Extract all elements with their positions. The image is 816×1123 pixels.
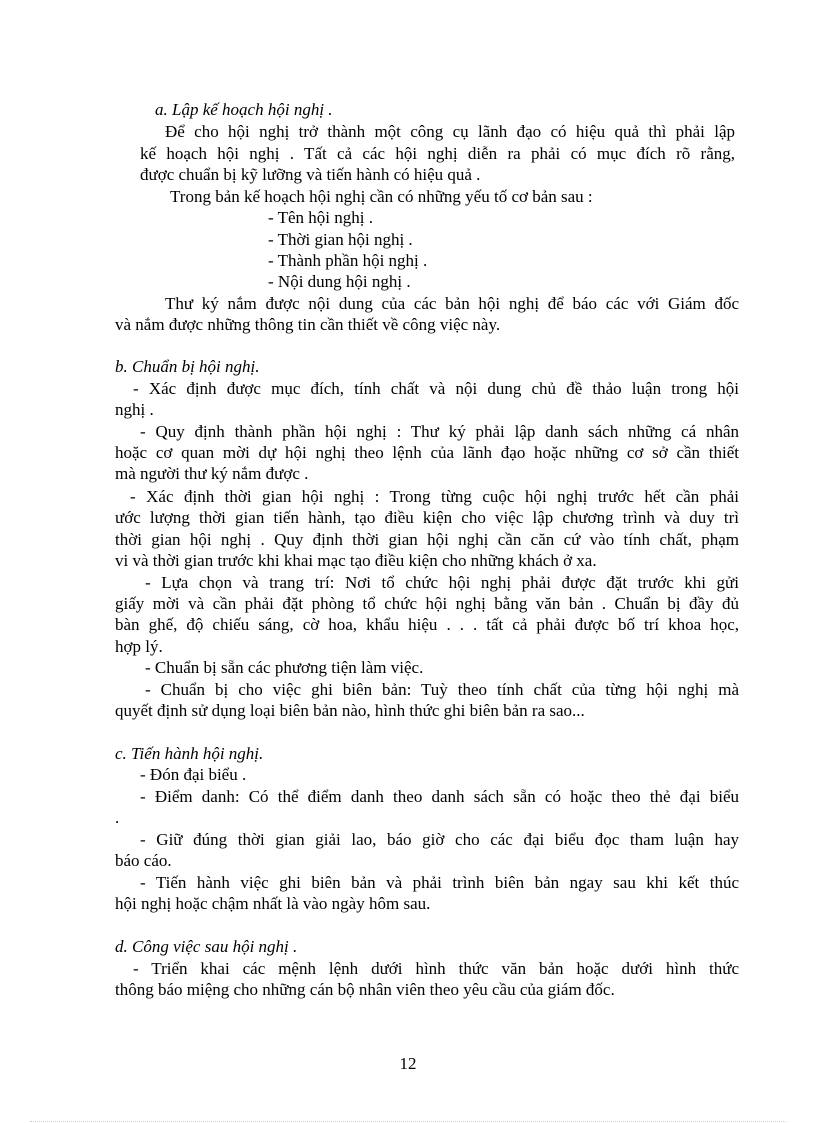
section-c-item1: - Đón đại biểu . [140,765,247,784]
section-b-item3-line3: thời gian hội nghị . Quy định thời gian hội nghị cần căn cứ vào tính chất, phạm [115,530,739,549]
section-c-item4-line2: hội nghị hoặc chậm nhất là vào ngày hôm sau. [115,894,431,913]
section-a-para1-line2: kế hoạch hội nghị . Tất cả các hội nghị diễn ra phải có mục đích rõ rằng, [140,144,735,163]
section-a-bullet: - Thành phần hội nghị . [268,251,428,270]
section-b-heading: b. Chuẩn bị hội nghị. [115,357,260,376]
section-a-bullet: - Nội dung hội nghị . [268,272,411,291]
section-b-item2-line2: hoặc cơ quan mời dự hội nghị theo lệnh của lãnh đạo hoặc những cơ sở cần thiết [115,443,739,462]
section-a-bullet: - Thời gian hội nghị . [268,230,413,249]
section-b-item4-line1: - Lựa chọn và trang trí: Nơi tổ chức hội nghị phải được đặt trước khi gửi [145,573,739,592]
section-d-item1-line1: - Triển khai các mệnh lệnh dưới hình thức văn bản hoặc dưới hình thức [133,959,739,978]
section-c-item4-line1: - Tiến hành việc ghi biên bản và phải trình biên bản ngay sau khi kết thúc [140,873,739,892]
page-number: 12 [399,1054,417,1073]
section-a-para3-line1: Thư ký nắm được nội dung của các bản hội nghị để báo các với Giám đốc [165,294,739,313]
section-c-item2-line2: . [115,808,120,827]
section-c-item3-line2: báo cáo. [115,851,172,870]
section-b-item3-line2: ước lượng thời gian tiến hành, tạo điều kiện cho việc lập chương trình và duy trì [115,508,739,527]
section-b-item4-line2: giấy mời và cần phải đặt phòng tổ chức hội nghị bằng văn bản . Chuẩn bị đầy đủ [115,594,739,613]
section-b-item1-line1: - Xác định được mục đích, tính chất và nội dung chủ đề thảo luận trong hội [133,379,739,398]
section-b-item3-line4: vi và thời gian trước khi khai mạc tạo điều kiện cho những khách ở xa. [115,551,597,570]
section-c-heading: c. Tiến hành hội nghị. [115,744,264,763]
section-d-heading: d. Công việc sau hội nghị . [115,937,298,956]
section-a-para1-line1: Để cho hội nghị trở thành một công cụ lãnh đạo có hiệu quả thì phải lập [165,122,735,141]
section-b-item4-line4: hợp lý. [115,637,163,656]
section-a-para2: Trong bản kế hoạch hội nghị cần có những yếu tố cơ bản sau : [170,187,593,206]
section-c-item2-line1: - Điểm danh: Có thể điểm danh theo danh sách sẵn có hoặc theo thẻ đại biểu [140,787,739,806]
section-a-bullet: - Tên hội nghị . [268,208,373,227]
section-a-para3-line2: và nắm được những thông tin cần thiết về công việc này. [115,315,501,334]
section-a-para1-line3: được chuẩn bị kỹ lưỡng và tiến hành có hiệu quả . [140,165,481,184]
section-b-item5: - Chuẩn bị sẵn các phương tiện làm việc. [145,658,424,677]
section-b-item6-line2: quyết định sử dụng loại biên bản nào, hình thức ghi biên bản ra sao... [115,701,585,720]
section-c-item3-line1: - Giữ đúng thời gian giải lao, báo giờ cho các đại biểu đọc tham luận hay [140,830,739,849]
section-d-item1-line2: thông báo miệng cho những cán bộ nhân viên theo yêu cầu của giám đốc. [115,980,615,999]
section-a-heading: a. Lập kế hoạch hội nghị . [155,100,333,119]
section-b-item1-line2: nghị . [115,400,154,419]
section-b-item4-line3: bàn ghế, độ chiếu sáng, cờ hoa, khẩu hiệu . . . tất cả phải được bố trí khoa học, [115,615,739,634]
section-b-item3-line1: - Xác định thời gian hội nghị : Trong từng cuộc hội nghị trước hết cần phải [130,487,739,506]
section-b-item2-line3: mà người thư ký nắm được . [115,464,309,483]
section-b-item6-line1: - Chuẩn bị cho việc ghi biên bản: Tuỳ theo tính chất của từng hội nghị mà [145,680,739,699]
section-b-item2-line1: - Quy định thành phần hội nghị : Thư ký phải lập danh sách những cá nhân [140,422,739,441]
page-bottom-rule [30,1121,786,1122]
